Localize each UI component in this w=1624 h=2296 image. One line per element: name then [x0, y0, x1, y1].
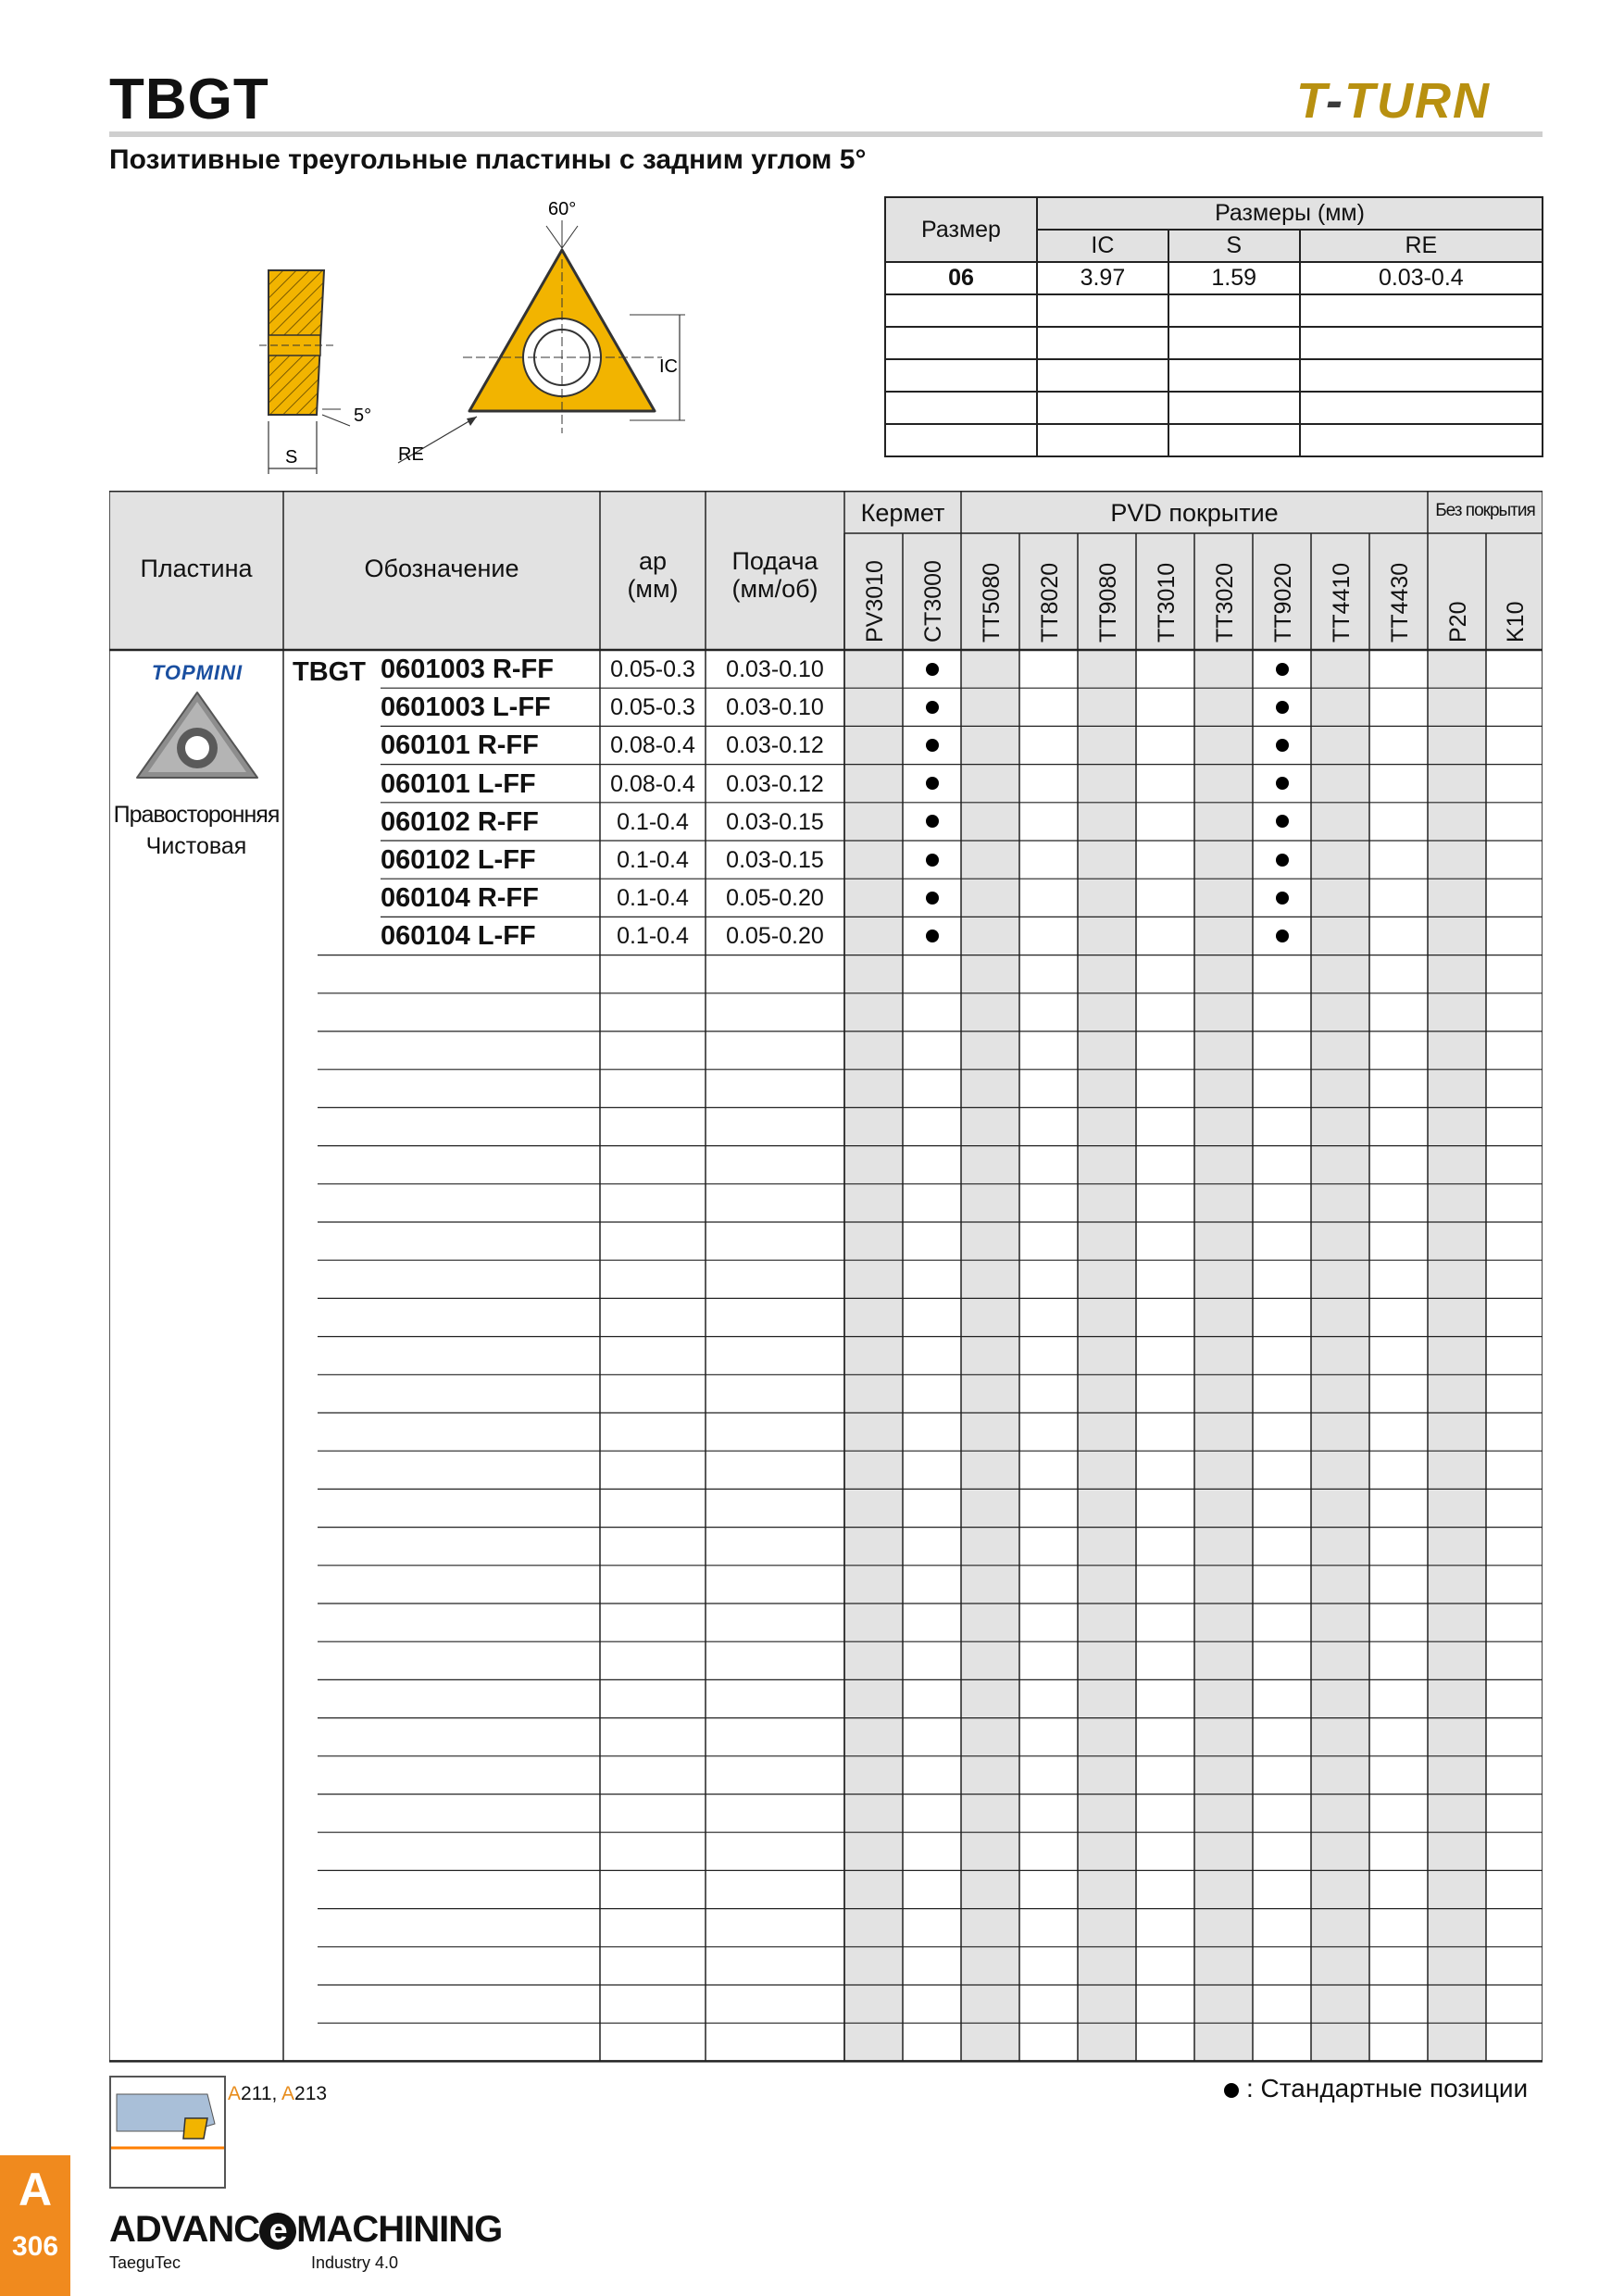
table-row	[885, 359, 1543, 392]
clearance-angle-label: 5°	[354, 406, 372, 426]
availability-dot-ct3000	[926, 701, 939, 714]
ic-dimension-label: IC	[659, 356, 678, 377]
section-tab	[0, 2155, 70, 2296]
ap-value: 0.08-0.4	[610, 732, 695, 759]
availability-dot-tt9020	[1276, 930, 1289, 942]
grade-header-tt5080: TT5080	[978, 562, 1005, 643]
reference-pages[interactable]: A211, A213	[228, 2083, 328, 2104]
page-number: 306	[11, 2231, 59, 2262]
designation-code: 060104 R-FF	[381, 883, 539, 914]
re-dimension-label: RE	[398, 444, 424, 465]
advance-machining-logo	[109, 2209, 502, 2251]
insert-side-view	[259, 270, 350, 474]
table-row	[885, 262, 1543, 294]
availability-dot-ct3000	[926, 815, 939, 828]
feed-value: 0.05-0.20	[726, 885, 824, 912]
designation-code: 0601003 R-FF	[381, 655, 554, 684]
ref-page-2: 213	[294, 2083, 328, 2104]
legend-dot-icon	[1224, 2083, 1239, 2098]
grade-header-pv3010: PV3010	[861, 560, 888, 643]
feed-value: 0.03-0.15	[726, 808, 824, 835]
availability-dot-ct3000	[926, 892, 939, 905]
grade-header-tt8020: TT8020	[1036, 562, 1063, 643]
table-row	[885, 327, 1543, 359]
s-value: 1.59	[1168, 262, 1300, 294]
ap-value: 0.05-0.3	[610, 694, 695, 721]
designation-code: 060102 R-FF	[381, 806, 539, 837]
ic-header: IC	[1037, 230, 1168, 262]
ap-value: 0.1-0.4	[617, 847, 689, 873]
table-row	[885, 294, 1543, 327]
header-divider	[109, 131, 1543, 137]
brand-industry: Industry 4.0	[311, 2253, 399, 2272]
grade-header-tt3010: TT3010	[1153, 562, 1180, 643]
brand-taegutec: TaeguTec	[109, 2253, 181, 2272]
availability-dot-ct3000	[926, 777, 939, 790]
ap-value: 0.1-0.4	[617, 923, 689, 950]
insert-hand: Правосторонняя	[113, 802, 280, 828]
ap-value: 0.1-0.4	[617, 885, 689, 912]
feed-value: 0.03-0.10	[726, 694, 824, 721]
page-title: TBGT	[109, 68, 269, 131]
availability-dot-ct3000	[926, 930, 939, 942]
grade-header-k10: K10	[1502, 601, 1529, 643]
brand-e: e	[259, 2213, 296, 2250]
ap-value: 0.05-0.3	[610, 656, 695, 682]
s-dimension-label: S	[285, 447, 298, 468]
feed-value: 0.05-0.20	[726, 923, 824, 950]
designation-code: 060101 R-FF	[381, 730, 539, 761]
ic-value: 3.97	[1037, 262, 1168, 294]
feed-value: 0.03-0.12	[726, 770, 824, 797]
table-row	[885, 424, 1543, 456]
availability-dot-tt9020	[1276, 739, 1289, 752]
page-subtitle: Позитивные треугольные пластины с задним углом 5°	[109, 144, 867, 175]
insert-photo	[128, 685, 267, 787]
re-header: RE	[1300, 230, 1543, 262]
brand-right: MACHINING	[296, 2209, 503, 2250]
group-header-uncoated: Без покрытия	[1435, 501, 1535, 520]
availability-dot-tt9020	[1276, 701, 1289, 714]
size-value: 06	[885, 262, 1037, 294]
legend	[1224, 2074, 1528, 2103]
feed-value: 0.03-0.12	[726, 732, 824, 759]
availability-dot-tt9020	[1276, 854, 1289, 867]
ref-section-2: A	[281, 2083, 295, 2104]
group-header-pvd: PVD покрытие	[1110, 499, 1279, 527]
t-turn-logo: T-TURN	[1296, 73, 1491, 129]
group-header-cermet: Кермет	[860, 499, 945, 527]
grade-header-p20: P20	[1444, 601, 1471, 643]
availability-dot-tt9020	[1276, 663, 1289, 676]
availability-dot-ct3000	[926, 854, 939, 867]
insert-top-view	[398, 220, 685, 463]
availability-dot-tt9020	[1276, 777, 1289, 790]
col-header-designation: Обозначение	[364, 555, 519, 582]
availability-dot-ct3000	[926, 663, 939, 676]
designation-prefix: TBGT	[293, 657, 366, 687]
section-letter: A	[18, 2164, 53, 2215]
grade-header-tt4410: TT4410	[1328, 562, 1355, 643]
col-header-feed: Подача (мм/об)	[731, 547, 818, 603]
insert-application: Чистовая	[145, 833, 247, 859]
grade-header-ct3000: CT3000	[919, 560, 946, 643]
dimensions-table	[884, 196, 1543, 457]
grade-header-tt3020: TT3020	[1211, 562, 1238, 643]
designation-code: 060102 L-FF	[381, 845, 536, 875]
table-row	[885, 392, 1543, 424]
legend-text: : Стандартные позиции	[1246, 2074, 1529, 2103]
grade-header-tt9080: TT9080	[1094, 562, 1121, 643]
col-header-ap: ap (мм)	[627, 547, 679, 603]
col-header-insert: Пластина	[140, 555, 253, 582]
availability-dot-ct3000	[926, 739, 939, 752]
re-value: 0.03-0.4	[1300, 262, 1543, 294]
ref-section-1: A	[228, 2083, 242, 2104]
angle-60-label: 60°	[548, 199, 577, 219]
ap-value: 0.1-0.4	[617, 808, 689, 835]
ref-page-1: 211	[241, 2083, 272, 2104]
designation-code: 060101 L-FF	[381, 768, 536, 799]
grade-header-tt4430: TT4430	[1386, 562, 1413, 643]
ap-value: 0.08-0.4	[610, 770, 695, 797]
s-header: S	[1168, 230, 1300, 262]
grade-header-tt9020: TT9020	[1269, 562, 1296, 643]
dims-group-header: Размеры (мм)	[1037, 197, 1543, 230]
toolholder-reference-icon	[109, 2076, 226, 2189]
insert-technical-drawing	[241, 194, 722, 481]
availability-dot-tt9020	[1276, 892, 1289, 905]
size-header: Размер	[885, 197, 1037, 262]
feed-value: 0.03-0.10	[726, 656, 824, 682]
feed-value: 0.03-0.15	[726, 847, 824, 873]
topmini-logo: TOPMINI	[151, 661, 244, 684]
availability-dot-tt9020	[1276, 815, 1289, 828]
designation-code: 060104 L-FF	[381, 921, 536, 952]
brand-left: ADVANC	[109, 2209, 260, 2250]
designation-code: 0601003 L-FF	[381, 693, 551, 723]
